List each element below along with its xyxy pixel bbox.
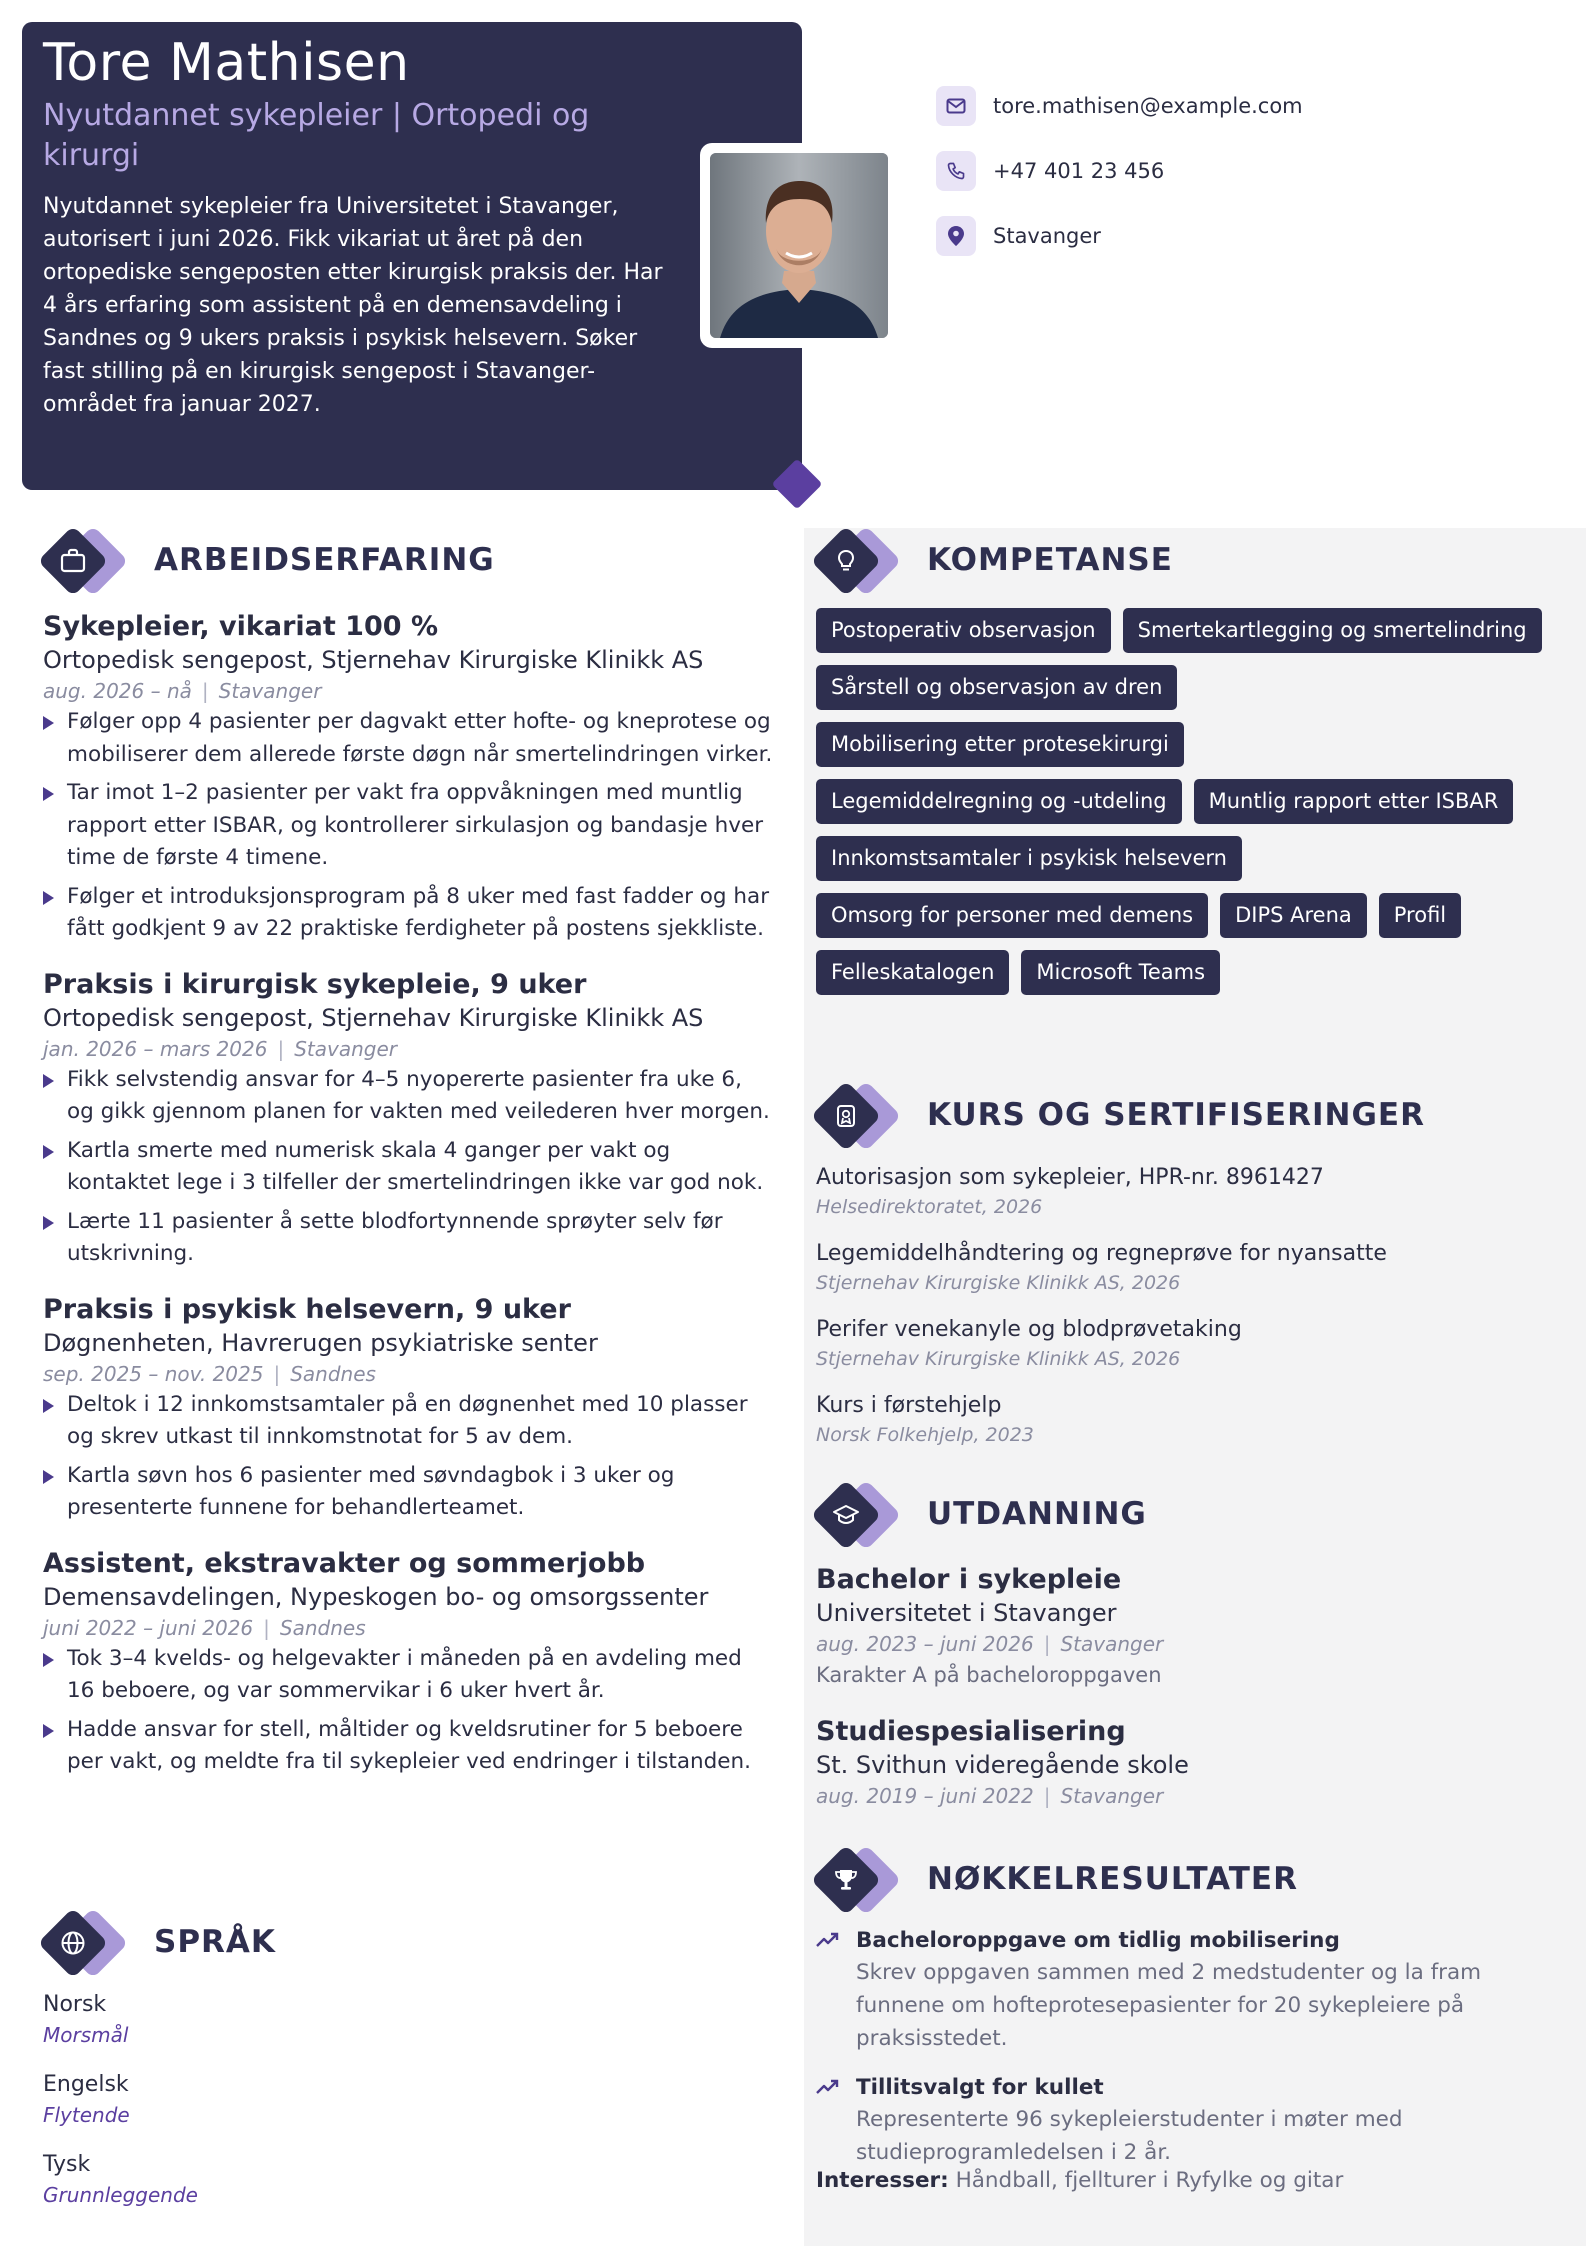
certification-item bbox=[816, 1163, 1576, 1221]
section-title: UTDANNING bbox=[927, 1496, 1147, 1532]
email-text: tore.mathisen@example.com bbox=[993, 94, 1303, 118]
section-education-header bbox=[811, 1476, 1147, 1552]
education-place: Stavanger bbox=[1060, 1784, 1164, 1808]
map-pin-icon bbox=[936, 216, 976, 256]
skill-chip: Muntlig rapport etter ISBAR bbox=[1194, 779, 1514, 824]
job-title: Praksis i psykisk helsevern, 9 uker bbox=[43, 1293, 571, 1325]
language-name: Norsk bbox=[43, 1992, 107, 2017]
achievement-description: Representerte 96 sykepleierstudenter i møter med studieprogramledelsen i 2 år. bbox=[856, 2107, 1403, 2165]
skills-chips bbox=[816, 608, 1576, 995]
briefcase-icon bbox=[38, 522, 130, 598]
section-experience-header bbox=[38, 522, 495, 598]
certification-item bbox=[816, 1391, 1576, 1449]
job-title: Sykepleier, vikariat 100 % bbox=[43, 611, 438, 642]
education-item bbox=[816, 1715, 1576, 1811]
certification-item bbox=[816, 1315, 1576, 1373]
achievement-item bbox=[816, 1926, 1576, 2055]
certification-issuer: Stjernehav Kirurgiske Klinikk AS, 2026 bbox=[816, 1348, 1181, 1370]
skill-chip: Postoperativ observasjon bbox=[816, 608, 1111, 653]
education-meta: aug. 2019 – juni 2022 | Stavanger bbox=[816, 1784, 1164, 1808]
skill-chip: Innkomstsamtaler i psykisk helsevern bbox=[816, 836, 1242, 881]
interests-text: Håndball, fjellturer i Ryfylke og gitar bbox=[955, 2168, 1344, 2193]
mail-icon bbox=[936, 86, 976, 126]
education-degree: Studiespesialisering bbox=[816, 1716, 1126, 1747]
certification-issuer: Helsedirektoratet, 2026 bbox=[816, 1196, 1043, 1218]
list-item: Deltok i 12 innkomstsamtaler på en døgnenhet med 10 plasser og skrev utkast til innkomstnotat for 5 av dem. bbox=[43, 1389, 773, 1454]
job-title: Assistent, ekstravakter og sommerjobb bbox=[43, 1547, 646, 1579]
section-title: SPRÅK bbox=[154, 1924, 276, 1960]
list-item: Hadde ansvar for stell, måltider og kveldsrutiner for 5 beboere per vakt, og meldte fra til sykepleier ved endringer i tilstanden. bbox=[43, 1714, 773, 1779]
job-bullets bbox=[43, 1389, 773, 1525]
interests-line bbox=[816, 2165, 1576, 2197]
job-bullets bbox=[43, 1064, 773, 1271]
skill-chip: Felleskatalogen bbox=[816, 950, 1009, 995]
language-name: Engelsk bbox=[43, 2072, 129, 2097]
certification-name: Legemiddelhåndtering og regneprøve for nyansatte bbox=[816, 1241, 1387, 1266]
education-dates: aug. 2023 – juni 2026 bbox=[816, 1632, 1034, 1656]
job-bullets bbox=[43, 1643, 773, 1779]
certification-item bbox=[816, 1239, 1576, 1297]
contact-list bbox=[936, 86, 1303, 281]
education-degree: Bachelor i sykepleie bbox=[816, 1564, 1122, 1595]
job-title: Praksis i kirurgisk sykepleie, 9 uker bbox=[43, 968, 587, 1000]
list-item: Kartla smerte med numerisk skala 4 ganger per vakt og kontaktet lege i 3 tilfeller der smertelindringen ikke var god nok. bbox=[43, 1135, 773, 1200]
list-item: Følger et introduksjonsprogram på 8 uker med fast fadder og har fått godkjent 9 av 22 praktiske ferdigheter på postens sjekkliste. bbox=[43, 881, 773, 946]
section-skills-header bbox=[811, 522, 1173, 598]
certification-list bbox=[816, 1163, 1576, 1467]
list-item: Tok 3–4 kvelds- og helgevakter i måneden på en avdeling med 16 beboere, og var sommervikar i 6 uker hvert år. bbox=[43, 1643, 773, 1708]
job-organization: Ortopedisk sengepost, Stjernehav Kirurgiske Klinikk AS bbox=[43, 646, 704, 674]
candidate-name: Tore Mathisen bbox=[43, 33, 410, 93]
contact-email[interactable] bbox=[936, 86, 1303, 126]
section-title: KURS OG SERTIFISERINGER bbox=[927, 1097, 1425, 1133]
job-entry bbox=[43, 1293, 773, 1525]
experience-list bbox=[43, 610, 773, 1801]
achievement-item bbox=[816, 2073, 1576, 2169]
certification-name: Perifer venekanyle og blodprøvetaking bbox=[816, 1317, 1242, 1342]
job-dates: jan. 2026 – mars 2026 bbox=[43, 1036, 268, 1061]
job-organization: Demensavdelingen, Nypeskogen bo- og omsorgssenter bbox=[43, 1582, 709, 1611]
award-icon bbox=[811, 1077, 903, 1153]
achievement-title: Tillitsvalgt for kullet bbox=[856, 2075, 1104, 2100]
skill-chip: Smertekartlegging og smertelindring bbox=[1123, 608, 1542, 653]
language-item bbox=[43, 1989, 773, 2049]
job-dates: juni 2022 – juni 2026 bbox=[43, 1615, 254, 1640]
skill-chip: Legemiddelregning og -utdeling bbox=[816, 779, 1182, 824]
section-title: ARBEIDSERFARING bbox=[154, 542, 495, 578]
language-list bbox=[43, 1989, 773, 2229]
profile-summary: Nyutdannet sykepleier fra Universitetet i Stavanger, autorisert i juni 2026. Fikk vikariat ut året på den ortopediske sengeposten etter kirurgisk praksis der. Har 4 års erfaring som assistent på en demensavdeling i Sandnes og 9 ukers praksis i psykisk helsevern. Søker fast stilling på en kirurgisk sengepost i Stavanger-området fra januar 2027. bbox=[43, 194, 663, 417]
language-level: Flytende bbox=[43, 2103, 130, 2127]
list-item: Fikk selvstendig ansvar for 4–5 nyopererte pasienter fra uke 6, og gikk gjennom planen for vakten med veilederen hver morgen. bbox=[43, 1064, 773, 1129]
section-certifications-header bbox=[811, 1077, 1425, 1153]
job-dates: sep. 2025 – nov. 2025 bbox=[43, 1361, 264, 1386]
section-languages-header bbox=[38, 1904, 276, 1980]
achievement-description: Skrev oppgaven sammen med 2 medstudenter og la fram funnene om hofteprotesepasienter for 20 sykepleiere på praksisstedet. bbox=[856, 1960, 1482, 2051]
job-meta: aug. 2026 – nå | Stavanger bbox=[43, 679, 322, 703]
certification-name: Autorisasjon som sykepleier, HPR-nr. 8961427 bbox=[816, 1165, 1324, 1190]
phone-text: +47 401 23 456 bbox=[993, 159, 1165, 183]
section-achievements-header bbox=[811, 1841, 1298, 1917]
education-place: Stavanger bbox=[1060, 1632, 1164, 1656]
language-level: Grunnleggende bbox=[43, 2183, 198, 2207]
list-item: Kartla søvn hos 6 pasienter med søvndagbok i 3 uker og presenterte funnene for behandlerteamet. bbox=[43, 1460, 773, 1525]
education-dates: aug. 2019 – juni 2022 bbox=[816, 1784, 1034, 1808]
skill-chip: DIPS Arena bbox=[1220, 893, 1367, 938]
interests-label: Interesser: bbox=[816, 2168, 949, 2193]
job-place: Sandnes bbox=[290, 1361, 376, 1386]
job-entry bbox=[43, 968, 773, 1271]
certification-issuer: Stjernehav Kirurgiske Klinikk AS, 2026 bbox=[816, 1272, 1181, 1294]
lightbulb-icon bbox=[811, 522, 903, 598]
job-entry bbox=[43, 610, 773, 946]
job-place: Stavanger bbox=[218, 679, 322, 703]
language-item bbox=[43, 2149, 773, 2209]
job-place: Sandnes bbox=[279, 1615, 366, 1640]
skill-chip: Profil bbox=[1379, 893, 1461, 938]
skill-chip: Sårstell og observasjon av dren bbox=[816, 665, 1177, 710]
skill-chip: Mobilisering etter protesekirurgi bbox=[816, 722, 1184, 767]
profile-photo-frame bbox=[700, 143, 898, 348]
job-place: Stavanger bbox=[294, 1036, 397, 1061]
list-item: Lærte 11 pasienter å sette blodfortynnende sprøyter selv før utskrivning. bbox=[43, 1206, 773, 1271]
language-name: Tysk bbox=[43, 2152, 91, 2177]
trophy-icon bbox=[811, 1841, 903, 1917]
location-text: Stavanger bbox=[993, 224, 1101, 248]
job-organization: Ortopedisk sengepost, Stjernehav Kirurgiske Klinikk AS bbox=[43, 1003, 704, 1032]
section-title: NØKKELRESULTATER bbox=[927, 1861, 1298, 1897]
education-item bbox=[816, 1563, 1576, 1691]
job-organization: Døgnenheten, Havrerugen psykiatriske senter bbox=[43, 1328, 598, 1357]
graduation-cap-icon bbox=[811, 1476, 903, 1552]
skill-chip: Microsoft Teams bbox=[1021, 950, 1220, 995]
education-school: Universitetet i Stavanger bbox=[816, 1599, 1117, 1627]
job-dates: aug. 2026 – nå bbox=[43, 679, 192, 703]
profile-photo bbox=[710, 153, 888, 338]
skill-chip: Omsorg for personer med demens bbox=[816, 893, 1208, 938]
job-entry bbox=[43, 1547, 773, 1779]
job-meta: sep. 2025 – nov. 2025 | Sandnes bbox=[43, 1361, 376, 1386]
education-meta: aug. 2023 – juni 2026 | Stavanger bbox=[816, 1632, 1164, 1656]
section-title: KOMPETANSE bbox=[927, 542, 1173, 578]
education-note: Karakter A på bacheloroppgaven bbox=[816, 1663, 1162, 1687]
trending-up-icon bbox=[816, 2079, 840, 2095]
certification-name: Kurs i førstehjelp bbox=[816, 1393, 1002, 1418]
certification-issuer: Norsk Folkehjelp, 2023 bbox=[816, 1424, 1034, 1446]
job-meta: juni 2022 – juni 2026 | Sandnes bbox=[43, 1615, 366, 1640]
candidate-title: Nyutdannet sykepleier | Ortopedi og kirurgi bbox=[43, 98, 590, 173]
job-meta: jan. 2026 – mars 2026 | Stavanger bbox=[43, 1036, 397, 1061]
header-panel bbox=[22, 22, 802, 490]
list-item: Tar imot 1–2 pasienter per vakt fra oppvåkningen med muntlig rapport etter ISBAR, og kontrollerer sirkulasjon og bandasje hver time de første 4 timene. bbox=[43, 777, 773, 875]
achievement-title: Bacheloroppgave om tidlig mobilisering bbox=[856, 1928, 1340, 1953]
achievement-list bbox=[816, 1926, 1576, 2197]
language-item bbox=[43, 2069, 773, 2129]
language-level: Morsmål bbox=[43, 2023, 129, 2047]
contact-location bbox=[936, 216, 1303, 256]
contact-phone[interactable] bbox=[936, 151, 1303, 191]
phone-icon bbox=[936, 151, 976, 191]
trending-up-icon bbox=[816, 1932, 840, 1948]
education-list bbox=[816, 1563, 1576, 1835]
globe-icon bbox=[38, 1904, 130, 1980]
education-school: St. Svithun videregående skole bbox=[816, 1751, 1189, 1779]
list-item: Følger opp 4 pasienter per dagvakt etter hofte- og kneprotese og mobiliserer dem allerede første døgn når smertelindringen virker. bbox=[43, 706, 773, 771]
job-bullets bbox=[43, 706, 773, 946]
